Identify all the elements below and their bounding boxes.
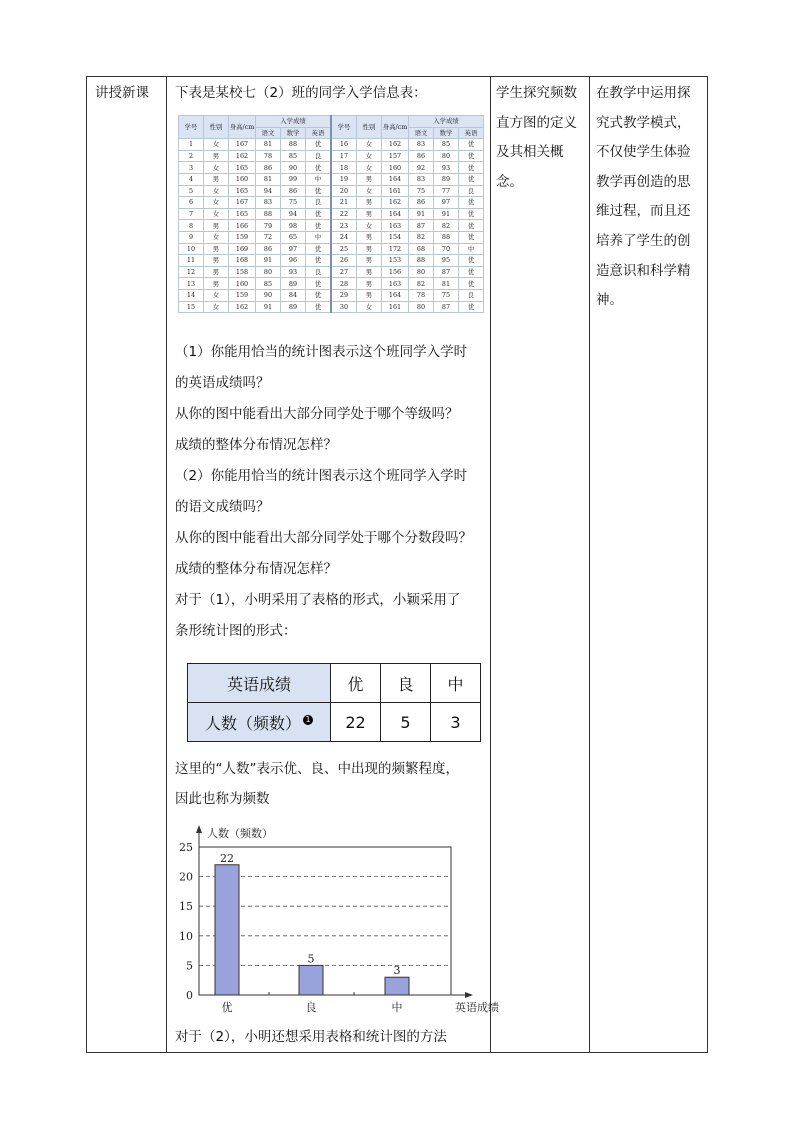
table-cell: 男 bbox=[204, 266, 229, 278]
freq-grade-a: 优 bbox=[331, 664, 381, 703]
table-cell: 159 bbox=[229, 289, 256, 301]
table-cell: 优 bbox=[459, 255, 484, 267]
table-cell: 14 bbox=[179, 289, 204, 301]
table-cell: 优 bbox=[306, 220, 332, 232]
table-cell: 16 bbox=[331, 139, 357, 151]
table-cell: 93 bbox=[281, 266, 306, 278]
y-tick-label: 5 bbox=[186, 959, 193, 973]
table-cell: 男 bbox=[357, 243, 382, 255]
x-tick-label: 良 bbox=[305, 1001, 317, 1014]
table-cell: 女 bbox=[204, 139, 229, 151]
lesson-table bbox=[86, 76, 708, 1053]
table-row bbox=[179, 173, 484, 185]
table-cell: 良 bbox=[306, 197, 332, 209]
design-intent bbox=[596, 79, 702, 316]
table-cell: 男 bbox=[204, 278, 229, 290]
table-cell: 17 bbox=[331, 150, 357, 162]
table-cell: 72 bbox=[256, 231, 281, 243]
table-cell: 75 bbox=[409, 185, 434, 197]
table-cell: 99 bbox=[281, 173, 306, 185]
y-axis-label: 人数（频数） bbox=[207, 827, 273, 840]
table-cell: 85 bbox=[256, 278, 281, 290]
table-cell: 优 bbox=[459, 301, 484, 313]
table-cell: 90 bbox=[256, 289, 281, 301]
table-cell: 优 bbox=[306, 278, 332, 290]
x-axis-arrow bbox=[465, 992, 473, 998]
intent-line: 究式教学模式， bbox=[596, 114, 691, 131]
table-cell: 80 bbox=[434, 150, 459, 162]
header-height: 身高/cm bbox=[382, 116, 409, 139]
table-cell: 68 bbox=[409, 243, 434, 255]
table-cell: 162 bbox=[382, 139, 409, 151]
table-cell: 10 bbox=[179, 243, 204, 255]
x-axis-label: 英语成绩 bbox=[455, 1001, 499, 1014]
table-cell: 男 bbox=[357, 255, 382, 267]
freq-label-grade: 英语成绩 bbox=[188, 664, 331, 703]
header-english: 英语 bbox=[306, 127, 332, 139]
table-cell: 优 bbox=[459, 208, 484, 220]
table-cell: 157 bbox=[382, 150, 409, 162]
table-cell: 158 bbox=[229, 266, 256, 278]
table-cell: 中 bbox=[306, 173, 332, 185]
table-cell: 女 bbox=[357, 301, 382, 313]
intent-line: 培养了学生的创 bbox=[596, 232, 691, 249]
table-cell: 男 bbox=[204, 173, 229, 185]
table-cell: 70 bbox=[434, 243, 459, 255]
activity-line: 学生探究频数 bbox=[496, 85, 577, 101]
y-tick-label: 20 bbox=[179, 870, 193, 884]
table-cell: 24 bbox=[331, 231, 357, 243]
table-cell: 96 bbox=[281, 255, 306, 267]
table-cell: 94 bbox=[281, 208, 306, 220]
table-cell: 160 bbox=[229, 173, 256, 185]
table-cell: 153 bbox=[382, 255, 409, 267]
table-cell: 女 bbox=[357, 162, 382, 174]
table-cell: 75 bbox=[434, 289, 459, 301]
table-cell: 88 bbox=[256, 208, 281, 220]
table-cell: 92 bbox=[409, 162, 434, 174]
header-math: 数学 bbox=[281, 127, 306, 139]
table-cell: 165 bbox=[229, 208, 256, 220]
table-cell: 优 bbox=[306, 185, 332, 197]
question-line: 的语文成绩吗？ bbox=[175, 499, 270, 515]
table-row bbox=[179, 150, 484, 162]
table-cell: 81 bbox=[434, 278, 459, 290]
table-cell: 164 bbox=[382, 173, 409, 185]
table-cell: 女 bbox=[204, 197, 229, 209]
table-row bbox=[179, 220, 484, 232]
table-cell: 6 bbox=[179, 197, 204, 209]
question-line: 从你的图中能看出大部分同学处于哪个等级吗？ bbox=[175, 406, 459, 422]
table-cell: 男 bbox=[357, 289, 382, 301]
freq-label-count-text: 人数（频数） bbox=[204, 713, 301, 733]
column-divider bbox=[166, 77, 167, 1052]
table-cell: 男 bbox=[357, 208, 382, 220]
table-cell: 女 bbox=[204, 289, 229, 301]
table-cell: 优 bbox=[306, 208, 332, 220]
table-cell: 89 bbox=[281, 278, 306, 290]
table-cell: 164 bbox=[382, 289, 409, 301]
frequency-table bbox=[187, 663, 481, 742]
table-cell: 161 bbox=[382, 185, 409, 197]
table-cell: 75 bbox=[281, 197, 306, 209]
table-cell: 9 bbox=[179, 231, 204, 243]
table-cell: 98 bbox=[281, 220, 306, 232]
intent-line: 造意识和科学精 bbox=[596, 262, 691, 279]
table-cell: 88 bbox=[434, 231, 459, 243]
y-tick-label: 15 bbox=[179, 900, 193, 914]
y-tick-label: 10 bbox=[179, 929, 193, 943]
table-row bbox=[179, 208, 484, 220]
table-cell: 154 bbox=[382, 231, 409, 243]
table-cell: 20 bbox=[331, 185, 357, 197]
table-cell: 91 bbox=[256, 301, 281, 313]
table-cell: 女 bbox=[357, 220, 382, 232]
table-cell: 5 bbox=[179, 185, 204, 197]
table-cell: 优 bbox=[459, 139, 484, 151]
table-cell: 87 bbox=[434, 266, 459, 278]
table-cell: 90 bbox=[281, 162, 306, 174]
table-cell: 165 bbox=[229, 185, 256, 197]
table-cell: 89 bbox=[281, 301, 306, 313]
y-tick-label: 0 bbox=[186, 989, 193, 1002]
table-cell: 81 bbox=[256, 139, 281, 151]
question-line: 从你的图中能看出大部分同学处于哪个分数段吗？ bbox=[175, 530, 472, 546]
table-cell: 91 bbox=[256, 255, 281, 267]
table-cell: 82 bbox=[409, 278, 434, 290]
table-cell: 85 bbox=[281, 150, 306, 162]
intent-line: 不仅使学生体验 bbox=[596, 144, 691, 161]
table-cell: 男 bbox=[357, 266, 382, 278]
table-cell: 27 bbox=[331, 266, 357, 278]
question-line: 成绩的整体分布情况怎样？ bbox=[175, 437, 337, 453]
table-cell: 男 bbox=[357, 197, 382, 209]
table-cell: 88 bbox=[409, 255, 434, 267]
freq-label-count bbox=[188, 703, 331, 742]
table-cell: 91 bbox=[434, 208, 459, 220]
table-cell: 男 bbox=[204, 150, 229, 162]
table-cell: 女 bbox=[357, 150, 382, 162]
table-cell: 78 bbox=[409, 289, 434, 301]
table-cell: 88 bbox=[281, 139, 306, 151]
table-cell: 167 bbox=[229, 197, 256, 209]
table-cell: 80 bbox=[409, 301, 434, 313]
table-cell: 165 bbox=[229, 162, 256, 174]
table-cell: 女 bbox=[204, 231, 229, 243]
table-cell: 优 bbox=[459, 231, 484, 243]
table-cell: 优 bbox=[459, 266, 484, 278]
header-sex: 性别 bbox=[357, 116, 382, 139]
student-activity bbox=[496, 79, 590, 197]
table-cell: 79 bbox=[256, 220, 281, 232]
table-row bbox=[179, 243, 484, 255]
table-cell: 83 bbox=[409, 173, 434, 185]
header-english: 英语 bbox=[459, 127, 484, 139]
freq-count-c: 3 bbox=[431, 703, 481, 742]
activity-line: 及其相关概念。 bbox=[496, 144, 564, 190]
bar-chart bbox=[175, 821, 499, 1021]
table-cell: 女 bbox=[204, 301, 229, 313]
table-cell: 女 bbox=[357, 139, 382, 151]
table-row bbox=[179, 278, 484, 290]
table-cell: 男 bbox=[357, 173, 382, 185]
table-cell: 中 bbox=[306, 231, 332, 243]
table-cell: 95 bbox=[434, 255, 459, 267]
table-cell: 男 bbox=[204, 220, 229, 232]
freq-grade-c: 中 bbox=[431, 664, 481, 703]
bar bbox=[299, 965, 323, 995]
question-line: （2）你能用恰当的统计图表示这个班同学入学时 bbox=[175, 468, 468, 484]
table-cell: 优 bbox=[459, 162, 484, 174]
table-cell: 中 bbox=[459, 243, 484, 255]
table-row bbox=[179, 255, 484, 267]
table-cell: 28 bbox=[331, 278, 357, 290]
table-cell: 25 bbox=[331, 243, 357, 255]
table-cell: 女 bbox=[204, 162, 229, 174]
table-row bbox=[179, 266, 484, 278]
bar-value-label: 22 bbox=[220, 851, 234, 865]
table-row bbox=[179, 139, 484, 151]
table-cell: 159 bbox=[229, 231, 256, 243]
table-cell: 82 bbox=[409, 231, 434, 243]
table-cell: 男 bbox=[204, 255, 229, 267]
table-cell: 男 bbox=[204, 243, 229, 255]
table-row bbox=[179, 301, 484, 313]
table-cell: 168 bbox=[229, 255, 256, 267]
freq-count-a: 22 bbox=[331, 703, 381, 742]
table-cell: 97 bbox=[434, 197, 459, 209]
table-cell: 22 bbox=[331, 208, 357, 220]
table-cell: 女 bbox=[204, 185, 229, 197]
question-line: 成绩的整体分布情况怎样？ bbox=[175, 561, 337, 577]
table-cell: 2 bbox=[179, 150, 204, 162]
header-chinese: 语文 bbox=[409, 127, 434, 139]
header-math: 数学 bbox=[434, 127, 459, 139]
table-cell: 优 bbox=[306, 255, 332, 267]
table-cell: 12 bbox=[179, 266, 204, 278]
intent-line: 神。 bbox=[596, 292, 623, 309]
table-cell: 女 bbox=[204, 208, 229, 220]
table-cell: 169 bbox=[229, 243, 256, 255]
table-cell: 优 bbox=[306, 162, 332, 174]
table-cell: 男 bbox=[357, 231, 382, 243]
table-cell: 160 bbox=[229, 278, 256, 290]
table-cell: 优 bbox=[306, 243, 332, 255]
x-tick-label: 优 bbox=[221, 1001, 233, 1014]
table-cell: 94 bbox=[256, 185, 281, 197]
y-tick-label: 25 bbox=[179, 841, 193, 854]
bar-value-label: 5 bbox=[307, 952, 315, 966]
intent-line: 教学再创造的思 bbox=[596, 173, 691, 190]
table-cell: 84 bbox=[281, 289, 306, 301]
table-cell: 30 bbox=[331, 301, 357, 313]
stage-label: 讲授新课 bbox=[95, 85, 149, 101]
table-cell: 1 bbox=[179, 139, 204, 151]
header-sex: 性别 bbox=[204, 116, 229, 139]
table-cell: 19 bbox=[331, 173, 357, 185]
freq-count-b: 5 bbox=[381, 703, 431, 742]
table-cell: 86 bbox=[256, 243, 281, 255]
bar bbox=[385, 977, 409, 995]
table-cell: 15 bbox=[179, 301, 204, 313]
table-cell: 良 bbox=[306, 266, 332, 278]
table-cell: 优 bbox=[459, 278, 484, 290]
explain-line-1: 这里的“人数”表示优、良、中出现的频繁程度， bbox=[175, 761, 459, 777]
table-cell: 167 bbox=[229, 139, 256, 151]
table-cell: 86 bbox=[409, 197, 434, 209]
table-cell: 77 bbox=[434, 185, 459, 197]
table-cell: 85 bbox=[434, 139, 459, 151]
table-cell: 13 bbox=[179, 278, 204, 290]
column-divider bbox=[589, 77, 590, 1052]
header-id: 学号 bbox=[331, 116, 357, 139]
table-cell: 86 bbox=[281, 185, 306, 197]
table-cell: 良 bbox=[459, 289, 484, 301]
table-cell: 18 bbox=[331, 162, 357, 174]
table-cell: 优 bbox=[306, 139, 332, 151]
table-cell: 优 bbox=[459, 150, 484, 162]
table-cell: 161 bbox=[382, 301, 409, 313]
table-cell: 83 bbox=[256, 197, 281, 209]
intent-line: 维过程，而且还 bbox=[596, 203, 691, 220]
table-cell: 91 bbox=[409, 208, 434, 220]
table-cell: 80 bbox=[256, 266, 281, 278]
table-cell: 优 bbox=[459, 220, 484, 232]
table-cell: 162 bbox=[229, 301, 256, 313]
table-cell: 93 bbox=[434, 162, 459, 174]
student-info-table bbox=[178, 115, 484, 313]
activity-line: 直方图的定义 bbox=[496, 114, 577, 131]
explain-line-2: 因此也称为频数 bbox=[175, 791, 270, 807]
table-cell: 163 bbox=[382, 278, 409, 290]
y-axis-arrow bbox=[196, 825, 202, 833]
table-cell: 8 bbox=[179, 220, 204, 232]
header-scores: 入学成绩 bbox=[409, 116, 484, 128]
intro-text: 下表是某校七（2）班的同学入学信息表： bbox=[175, 85, 427, 101]
table-cell: 65 bbox=[281, 231, 306, 243]
table-row bbox=[179, 231, 484, 243]
table-cell: 89 bbox=[434, 173, 459, 185]
header-height: 身高/cm bbox=[229, 116, 256, 139]
table-cell: 优 bbox=[306, 289, 332, 301]
table-cell: 156 bbox=[382, 266, 409, 278]
table-cell: 163 bbox=[382, 220, 409, 232]
table-cell: 86 bbox=[409, 150, 434, 162]
table-cell: 162 bbox=[229, 150, 256, 162]
closing-text: 对于（2），小明还想采用表格和统计图的方法 bbox=[175, 1029, 447, 1045]
header-scores: 入学成绩 bbox=[256, 116, 332, 128]
table-cell: 80 bbox=[409, 266, 434, 278]
table-row bbox=[179, 197, 484, 209]
table-cell: 166 bbox=[229, 220, 256, 232]
table-cell: 97 bbox=[281, 243, 306, 255]
bar-value-label: 3 bbox=[393, 964, 401, 978]
table-cell: 78 bbox=[256, 150, 281, 162]
table-cell: 87 bbox=[434, 301, 459, 313]
table-cell: 优 bbox=[459, 173, 484, 185]
header-chinese: 语文 bbox=[256, 127, 281, 139]
x-tick-label: 中 bbox=[391, 1001, 403, 1014]
footnote-mark: 1 bbox=[303, 715, 313, 725]
question-line: （1）你能用恰当的统计图表示这个班同学入学时 bbox=[175, 344, 468, 360]
table-cell: 男 bbox=[357, 278, 382, 290]
table-cell: 良 bbox=[306, 150, 332, 162]
table-cell: 82 bbox=[434, 220, 459, 232]
table-cell: 23 bbox=[331, 220, 357, 232]
table-cell: 160 bbox=[382, 162, 409, 174]
table-cell: 优 bbox=[459, 197, 484, 209]
table-cell: 29 bbox=[331, 289, 357, 301]
table-cell: 3 bbox=[179, 162, 204, 174]
question-line: 条形统计图的形式： bbox=[175, 623, 297, 639]
table-cell: 女 bbox=[357, 185, 382, 197]
table-cell: 162 bbox=[382, 197, 409, 209]
table-cell: 87 bbox=[409, 220, 434, 232]
bar bbox=[215, 865, 239, 995]
table-row bbox=[179, 289, 484, 301]
freq-grade-b: 良 bbox=[381, 664, 431, 703]
table-cell: 4 bbox=[179, 173, 204, 185]
table-row bbox=[179, 162, 484, 174]
table-cell: 86 bbox=[256, 162, 281, 174]
table-cell: 良 bbox=[459, 185, 484, 197]
header-id: 学号 bbox=[179, 116, 204, 139]
table-cell: 26 bbox=[331, 255, 357, 267]
table-cell: 21 bbox=[331, 197, 357, 209]
question-line: 的英语成绩吗？ bbox=[175, 375, 270, 391]
table-cell: 81 bbox=[256, 173, 281, 185]
table-row bbox=[179, 185, 484, 197]
table-cell: 优 bbox=[306, 301, 332, 313]
intent-line: 在教学中运用探 bbox=[596, 85, 691, 101]
table-cell: 11 bbox=[179, 255, 204, 267]
question-line: 对于（1），小明采用了表格的形式，小颖采用了 bbox=[175, 592, 461, 608]
table-cell: 172 bbox=[382, 243, 409, 255]
table-cell: 83 bbox=[409, 139, 434, 151]
table-cell: 7 bbox=[179, 208, 204, 220]
table-cell: 164 bbox=[382, 208, 409, 220]
